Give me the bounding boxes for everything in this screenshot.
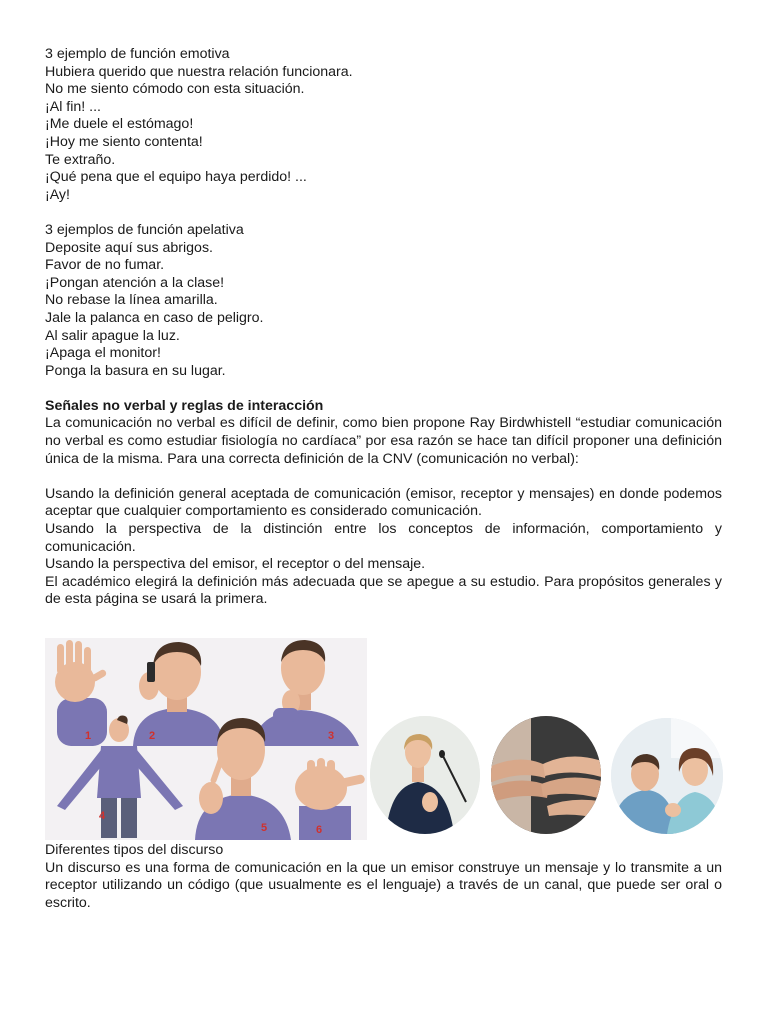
- hands-photo: [491, 716, 601, 834]
- thinking-man-figure: [253, 640, 359, 746]
- collage-label-1: 1: [85, 730, 92, 742]
- images-row: [45, 638, 723, 842]
- speaker-photo: [370, 716, 480, 834]
- discurso-heading: Diferentes tipos del discurso: [45, 842, 224, 858]
- apelativa-item: Al salir apague la luz.: [45, 327, 180, 344]
- senales-paragraph-2: Usando la perspectiva de la distinción entre los conceptos de información, comportamiento y comunicación.: [45, 521, 722, 555]
- emotiva-item: Hubiera querido que nuestra relación funcionara.: [45, 63, 353, 80]
- senales-paragraph-3: Usando la perspectiva del emisor, el receptor o del mensaje.: [45, 556, 426, 573]
- senales-heading: Señales no verbal y reglas de interacción: [45, 397, 324, 414]
- apelativa-item: No rebase la línea amarilla.: [45, 292, 218, 309]
- apelativa-heading: 3 ejemplos de función apelativa: [45, 221, 244, 238]
- thumb-hand-gesture: [295, 758, 366, 840]
- emotiva-item: ¡Hoy me siento contenta!: [45, 133, 203, 150]
- emotiva-heading: 3 ejemplo de función emotiva: [45, 46, 230, 62]
- senales-paragraph-1: Usando la definición general aceptada de comunicación (emisor, receptor y mensajes) en donde podemos aceptar que cualquier comportamiento es considerado comunicación.: [45, 485, 722, 520]
- collage-label-5: 5: [261, 822, 268, 834]
- emotiva-item: Te extraño.: [45, 151, 116, 168]
- emotiva-item: ¡Qué pena que el equipo haya perdido! ...: [45, 169, 307, 186]
- apelativa-item: Deposite aquí sus abrigos.: [45, 239, 213, 256]
- apelativa-item: ¡Pongan atención a la clase!: [45, 274, 225, 291]
- collage-label-3: 3: [328, 730, 335, 742]
- emotiva-item: ¡Me duele el estómago!: [45, 116, 194, 133]
- collage-label-6: 6: [316, 824, 323, 836]
- emotiva-item: ¡Al fin! ...: [45, 98, 101, 115]
- discurso-section: [45, 842, 722, 912]
- senales-intro: La comunicación no verbal es difícil de definir, como bien propone Ray Birdwhistell “estudiar comunicación no verbal es como estudiar fisiología no cardíaca” por esa razón se hace tan difícil proponer una definición única de la misma. Para una correcta definición de la CNV (comunicación no verbal):: [45, 415, 722, 467]
- gesture-collage-illustration: [45, 638, 367, 840]
- apelativa-item: Favor de no fumar.: [45, 257, 165, 274]
- emotiva-item: No me siento cómodo con esta situación.: [45, 81, 305, 98]
- apelativa-item: Ponga la basura en su lugar.: [45, 362, 226, 379]
- senales-paragraph-4: El académico elegirá la definición más adecuada que se apegue a su estudio. Para propósitos generales y de esta página se usará la primera.: [45, 573, 722, 608]
- document-body: [45, 46, 722, 609]
- gesture-collage-image: [45, 638, 367, 840]
- collage-label-4: 4: [99, 810, 106, 822]
- apelativa-item: Jale la palanca en caso de peligro.: [45, 309, 264, 326]
- apelativa-item: ¡Apaga el monitor!: [45, 345, 161, 362]
- discurso-body: Un discurso es una forma de comunicación en la que un emisor construye un mensaje y lo transmite a un receptor utilizando un código (que usualmente es el lenguaje) a través de un canal, que puede ser oral o escrito.: [45, 859, 722, 911]
- collage-label-2: 2: [149, 730, 156, 742]
- phone-man-figure: [133, 642, 225, 746]
- conversation-photo: [611, 718, 723, 834]
- emotiva-item: ¡Ay!: [45, 186, 70, 203]
- open-hand-gesture: [55, 640, 107, 746]
